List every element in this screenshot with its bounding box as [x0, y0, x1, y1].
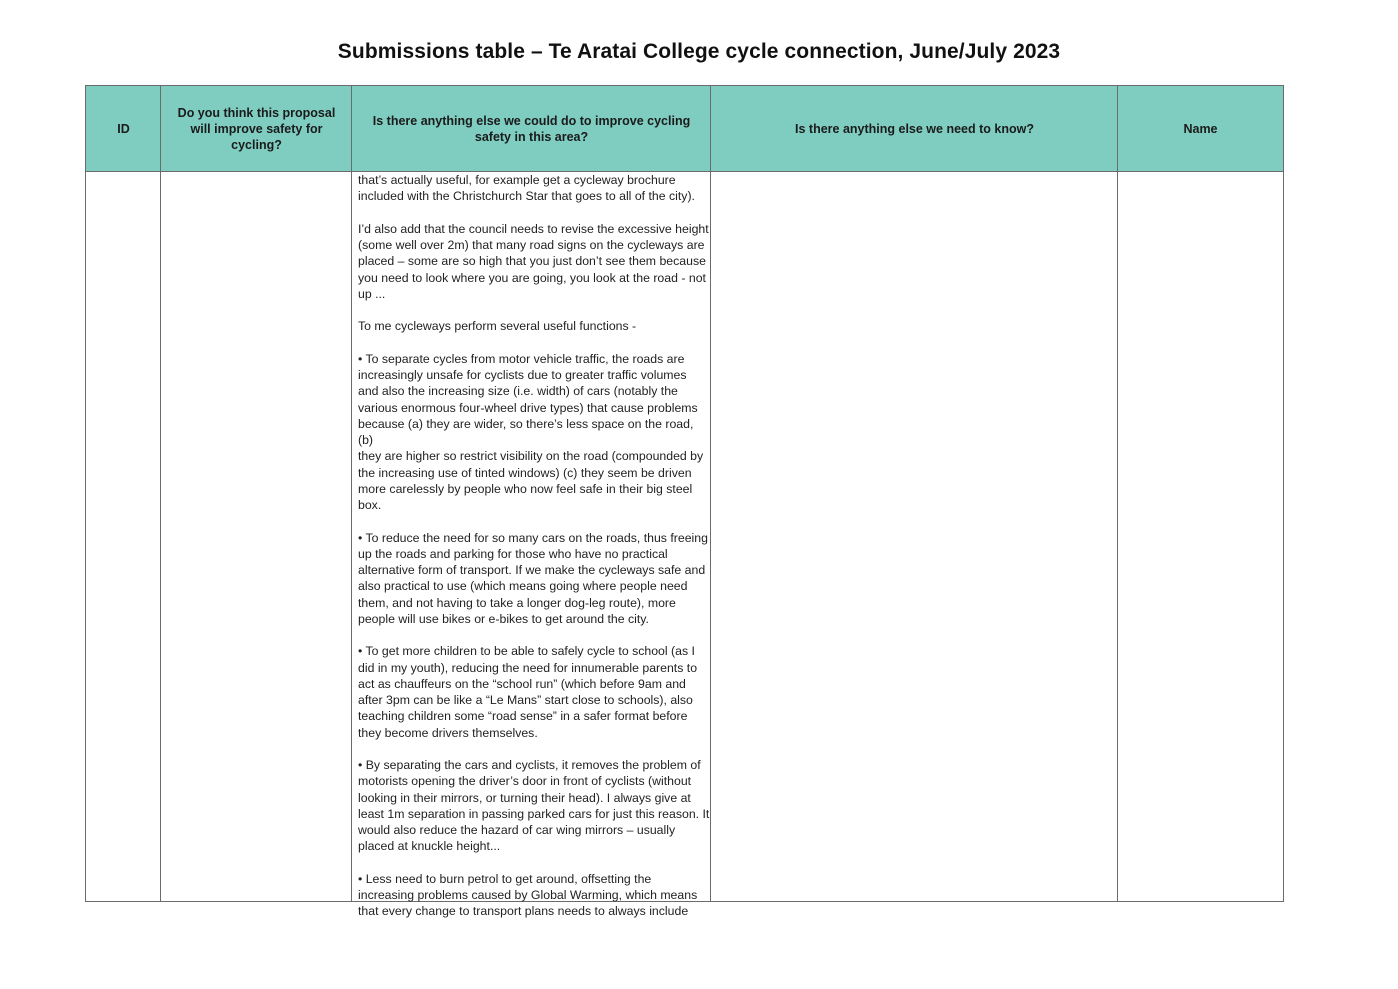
response-paragraph: I’d also add that the council needs to revise the excessive height (some well over 2m) that many road signs on the cycleways are placed – some are so high that you just don’t see them because you need to look where you are going, you look at the road - not up ...	[358, 221, 709, 301]
header-improve-safety: Do you think this proposal will improve safety for cycling?	[177, 106, 336, 152]
table-header-row	[86, 86, 1283, 172]
response-paragraph: • By separating the cars and cyclists, it removes the problem of motorists opening the driver’s door in front of cyclists (without looking in their mirrors, or turning their head). I always give at least 1m separation in passing parked cars for just this reason. It would also reduce the hazard of car wing mirrors – usually placed at knuckle height...	[358, 758, 710, 854]
document-title: Submissions table – Te Aratai College cycle connection, June/July 2023	[337, 40, 1061, 63]
response-paragraph: • To separate cycles from motor vehicle traffic, the roads are increasingly unsafe for cyclists due to greater traffic volumes and also the increasing size (i.e. width) of cars (notably the various enormous four-wheel drive types) that cause problems because (a) they are wider, so there’s less space on the road, (b) they are higher so restrict visibility on the road (compounded by the increasing use of tinted windows) (c) they seem be driven more carelessly by people who now feel safe in their big steel box.	[358, 351, 704, 512]
response-paragraph: • Less need to burn petrol to get around, offsetting the increasing problems caused by Global Warming, which means that every change to transport plans needs to always include	[358, 871, 698, 919]
header-anything-else-know: Is there anything else we need to know?	[795, 122, 1034, 136]
submissions-table	[85, 85, 1284, 919]
response-paragraph: • To get more children to be able to safely cycle to school (as I did in my youth), reducing the need for innumerable parents to act as chauffeurs on the “school run” (which before 9am and after 3pm can be like a “Le Mans” start close to schools), also teaching children some “road sense” in a safer format before they become drivers themselves.	[358, 644, 698, 740]
cell-anything-else-improve	[358, 172, 710, 919]
header-name: Name	[1183, 122, 1218, 136]
cell-anything-else-know	[711, 172, 1117, 902]
response-paragraph: that’s actually useful, for example get a cycleway brochure included with the Christchurch Star that goes to all of the city).	[358, 173, 695, 204]
header-id: ID	[117, 122, 130, 136]
response-paragraph: To me cycleways perform several useful functions -	[358, 319, 637, 334]
column-divider	[351, 86, 352, 901]
response-paragraph: • To reduce the need for so many cars on the roads, thus freeing up the roads and parking for those who have no practical alternative form of transport. If we make the cycleways safe and also practical to use (which means going where people need them, and not having to take a longer dog-leg route), more people will use bikes or e-bikes to get around the city.	[358, 530, 708, 626]
header-anything-else-improve: Is there anything else we could do to improve cycling safety in this area?	[372, 114, 691, 144]
cell-improve-safety	[161, 172, 351, 902]
cell-id	[86, 172, 160, 902]
cell-name	[1118, 172, 1283, 902]
